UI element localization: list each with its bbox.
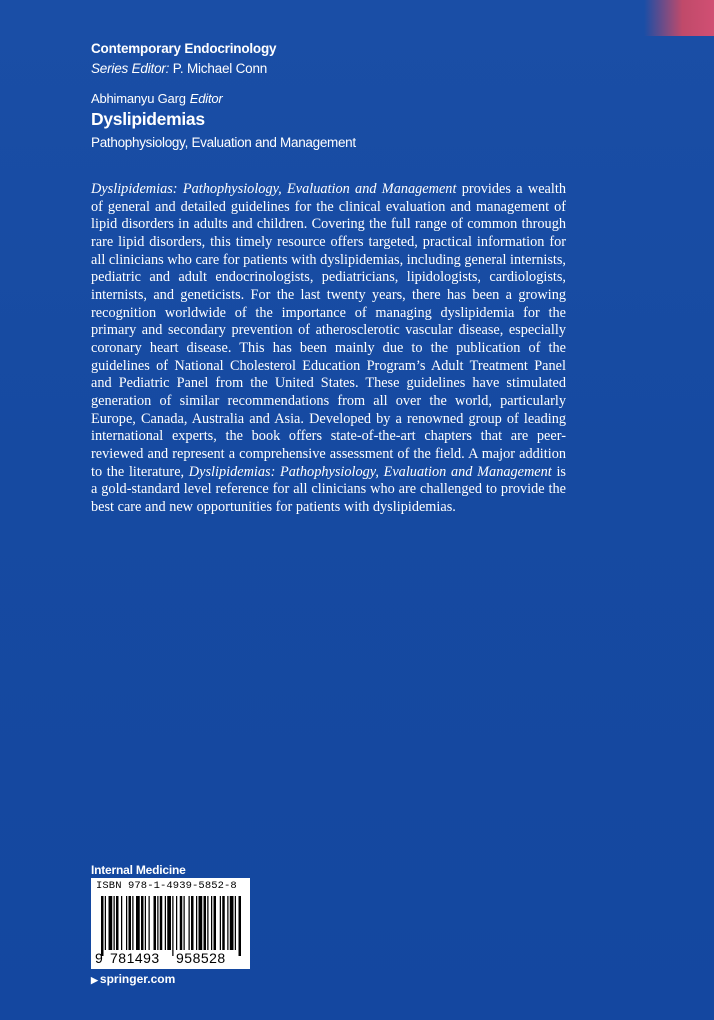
book-subtitle: Pathophysiology, Evaluation and Management xyxy=(91,135,356,150)
barcode-bar xyxy=(180,896,183,950)
blurb-text-1: provides a wealth of general and detailed guidelines for the clinical evaluation and management of lipid disorders in adults and children. Covering the full range of common through rare lipid disorders, this timely resource offers targeted, practical information for all clinicians who care for patients with dyslipidemias, including general internists, pediatric and adult endocrinologists, pediatricians, lipidologists, cardiologists, internists, and geneticists. For the last twenty years, there has been a growing recognition worldwide of the importance of managing dyslipidemia for the primary and secondary prevention of atherosclerotic vascular disease, especially coronary heart disease. This has been mainly due to the publication of the guidelines of National Cholesterol Education Program’s Adult Treatment Panel and Pediatric Panel from the United States. These guidelines have stimulated generation of similar recommendations from all over the world, particularly Europe, Canada, Australia and Asia. Developed by a renowned group of leading international experts, the book offers state-of-the-art chapters that are peer-reviewed and represent a comprehensive assessment of the field. A major addition to the literature, xyxy=(91,181,567,480)
barcode-bar xyxy=(121,896,122,950)
barcode-bar xyxy=(167,896,171,950)
barcode-bar xyxy=(239,896,242,956)
barcode-bar xyxy=(109,896,113,950)
barcode-bar xyxy=(172,896,173,956)
barcode-bar xyxy=(165,896,166,950)
barcode-bar xyxy=(199,896,203,950)
barcode-bar xyxy=(149,896,150,950)
barcode-bar xyxy=(222,896,225,950)
series-editor-name: P. Michael Conn xyxy=(172,61,268,76)
series-title: Contemporary Endocrinology xyxy=(91,41,277,56)
barcode-bar xyxy=(207,896,208,950)
barcode-right-digits: 958528 xyxy=(176,950,226,966)
editor-name: Abhimanyu Garg xyxy=(91,91,186,106)
barcode-bar xyxy=(211,896,212,950)
barcode-left-digits: 781493 xyxy=(110,950,160,966)
isbn-label: ISBN 978-1-4939-5852-8 xyxy=(96,880,237,892)
barcode-bar xyxy=(227,896,228,950)
isbn-barcode xyxy=(91,878,250,969)
series-editor-label: Series Editor: xyxy=(91,61,170,76)
barcode-bar xyxy=(230,896,234,950)
editor-role: Editor xyxy=(189,91,223,106)
barcode-bar xyxy=(235,896,236,950)
barcode-bar xyxy=(145,896,146,950)
arrow-icon: ▶ xyxy=(91,975,98,985)
subject-category: Internal Medicine xyxy=(91,863,186,877)
barcode-bar xyxy=(105,896,106,950)
barcode-bar xyxy=(132,896,133,950)
barcode-bar xyxy=(116,896,119,950)
barcode-bar xyxy=(176,896,177,950)
website-link[interactable] xyxy=(91,972,175,986)
barcode-bar xyxy=(196,896,197,950)
description-paragraph xyxy=(91,181,566,516)
barcode-bar xyxy=(129,896,132,950)
volume-editor-line xyxy=(91,91,223,106)
book-title: Dyslipidemias xyxy=(91,109,205,129)
series-editor-line xyxy=(91,61,267,76)
barcode-bar xyxy=(136,896,140,950)
barcode-bar xyxy=(126,896,127,950)
barcode-bar xyxy=(101,896,104,956)
corner-accent-tab xyxy=(644,0,714,36)
barcode-lead-digit: 9 xyxy=(95,950,104,966)
barcode-bar xyxy=(184,896,185,950)
barcode-bar xyxy=(191,896,194,950)
barcode-bar xyxy=(220,896,221,950)
barcode-bar xyxy=(154,896,157,950)
blurb-italic-title-2: Dyslipidemias: Pathophysiology, Evaluation and Management xyxy=(188,463,552,480)
barcode-bar xyxy=(189,896,190,950)
barcode-bar xyxy=(141,896,144,950)
barcode-bar xyxy=(214,896,217,950)
barcode-bar xyxy=(114,896,115,950)
blurb-text-2: is a gold-standard level reference for all clinicians who are challenged to provide the best care and new opportunities for patients with dyslipidemias. xyxy=(91,463,566,515)
blurb-italic-title-1: Dyslipidemias: Pathophysiology, Evaluation and Management xyxy=(91,181,457,197)
barcode-bar xyxy=(157,896,158,950)
website-url: springer.com xyxy=(99,972,176,986)
barcode-bar xyxy=(160,896,163,950)
barcode-bar xyxy=(204,896,207,950)
